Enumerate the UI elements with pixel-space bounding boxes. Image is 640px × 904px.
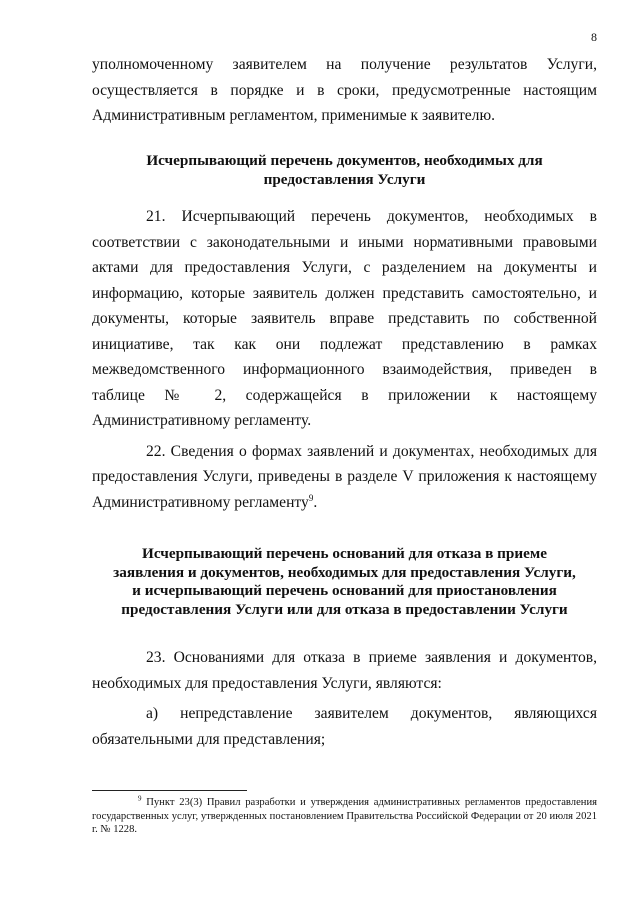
paragraph-22-end: . [313,493,318,511]
paragraph-23: 23. Основаниями для отказа в приеме заявления и документов, необходимых для предоставления Услуги, являются: [92,649,597,692]
paragraph-23-block [92,645,597,752]
intro-block [92,52,597,129]
page-number: 8 [591,30,597,44]
heading-line: заявления и документов, необходимых для предоставления Услуги, [113,563,576,581]
footnote-text: Пункт 23(3) Правил разработки и утверждения административных регламентов предоставления государственных услуг, утвержденных постановлением Правительства Российской Федерации от 20 июля 2021 г. № 1228. [92,797,597,836]
section-heading-refusal-grounds [92,545,597,619]
section-heading-documents [92,152,597,189]
paragraph-22-text: 22. Сведения о формах заявлений и документах, необходимых для предоставления Услуги, приведены в разделе V приложения к настоящему Административному регламенту [92,442,597,511]
footnote-mark: 9 [138,794,142,803]
paragraphs-21-22 [92,204,597,515]
heading-line: предоставления Услуги или для отказа в предоставлении Услуги [121,600,568,618]
paragraph-21: 21. Исчерпывающий перечень документов, необходимых в соответствии с законодательными и иными нормативными правовыми актами для предоставления Услуги, с разделением на документы и информацию, которые заявитель должен представить самостоятельно, и документы, которые заявитель вправе представить по собственной инициативе, так как они подлежат представлению в рамках межведомственного информационного взаимодействия, приведен в таблице № 2, содержащейся в приложении к настоящему Административному регламенту. [92,208,597,429]
footnote [92,796,597,837]
list-item-a: а) непредставление заявителем документов, являющихся обязательными для представления; [92,705,597,748]
intro-paragraph: уполномоченному заявителем на получение результатов Услуги, осуществляется в порядке и в сроки, предусмотренные настоящим Административным регламентом, применимые к заявителю. [92,56,597,124]
footnote-reference: 9 [308,492,314,503]
heading-line: Исчерпывающий перечень документов, необходимых для [146,152,543,169]
heading-line: и исчерпывающий перечень оснований для приостановления [132,582,557,599]
footnote-divider [92,790,247,791]
paragraph-22 [92,439,597,516]
heading-line: Исчерпывающий перечень оснований для отказа в приеме [142,545,547,562]
heading-line: предоставления Услуги [263,170,426,188]
